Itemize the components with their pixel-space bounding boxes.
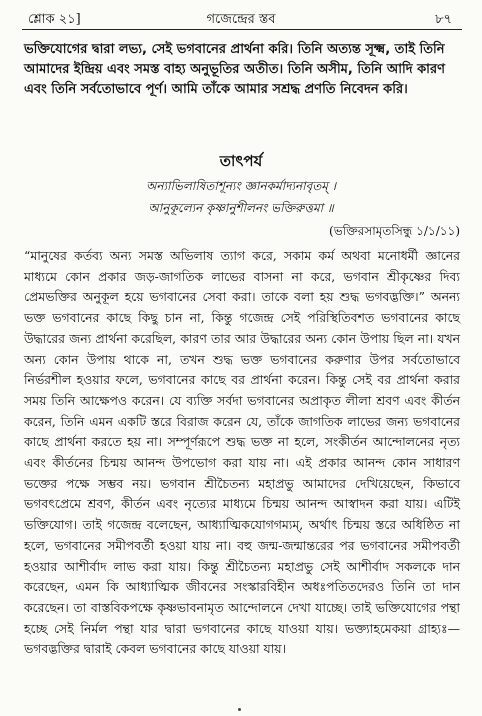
header-rule — [22, 29, 462, 30]
running-header — [0, 8, 482, 30]
purport-text: “মানুষের কর্তব্য অন্য সমস্ত অভিলাষ ত্যাগ করে, সকাম কর্ম অথবা মনোধর্মী জ্ঞানের মাধ্যমে কোন প্রকার জড়-জাগতিক লাভের বাসনা না করে, ভগবান শ্রীকৃষ্ণের দিব্য প্রেমভক্তির অনুকূল হয়ে ভগবানের সেবা করা। তাকে বলা হয় শুদ্ধ ভগবদ্ভক্তি।” অনন্য ভক্ত ভগবানের কাছে কিছু চান না, কিন্তু গজেন্দ্র সেই পরিস্থিতিবশত ভগবানের কাছে উদ্ধারের জন্য প্রার্থনা করেছিল, কারণ তার আর উদ্ধারের অন্য কোন উপায় ছিল না। যখন অন্য কোন উপায় থাকে না, তখন শুদ্ধ ভক্ত ভগবানের করুণার উপর সর্বতোভাবে নির্ভরশীল হওয়ার ফলে, ভগবানের কাছে বর প্রার্থনা করেন। কিন্তু সেই বর প্রার্থনা করার সময় তিনি আক্ষেপও করেন। যে ব্যক্তি সর্বদা ভগবানের অপ্রাকৃত লীলা শ্রবণ এবং কীর্তন করেন, তিনি এমন একটি স্তরে বিরাজ করেন যে, তাঁকে জাগতিক লাভের জন্য ভগবানের কাছে প্রার্থনা করতে হয় না। সম্পূর্ণরূপে শুদ্ধ ভক্ত না হলে, সংকীর্তন আন্দোলনের নৃত্য এবং কীর্তনের চিন্ময় আনন্দ উপভোগ করা যায় না। এই প্রকার আনন্দ কোন সাধারণ ভক্তের পক্ষে সম্ভব নয়। ভগবান শ্রীচৈতন্য মহাপ্রভু আমাদের দেখিয়েছেন, কিভাবে ভগবৎপ্রেমে শ্রবণ, কীর্তন এবং নৃত্যের মাধ্যমে চিন্ময় আনন্দ আস্বাদন করা যায়। এটিই ভক্তিযোগ। তাই গজেন্দ্র বলেছেন, আধ্যাত্মিকযোগগম্যম্, অর্থাৎ চিন্ময় স্তরে অধিষ্ঠিত না হলে, ভগবানের সমীপবর্তী হওয়া যায় না। বহু জন্ম-জন্মান্তরের পর ভগবানের সমীপবর্তী হওয়ার আশীর্বাদ লাভ করা যায়। কিন্তু শ্রীচৈতন্য মহাপ্রভু সেই আশীর্বাদ সকলকে দান করেছেন, এমন কি আধ্যাত্মিক জীবনের সংস্কারবিহীন অধঃপতিতদেরও তিনি তা দান করেছেন। তা বাস্তবিকপক্ষে কৃষ্ণভাবনামৃত আন্দোলনে দেখা যাচ্ছে। তাই ভক্তিযোগের পন্থা হচ্ছে সেই নির্মল পন্থা যার দ্বারা ভগবানের কাছে যাওয়া যায়। ভক্ত্যাহমেকয়া গ্রাহ্যঃ—ভগবদ্ভক্তির দ্বারাই কেবল ভগবানের কাছে যাওয়া যায়। — [24, 248, 460, 657]
quote-reference: (ভক্তিরসামৃতসিন্ধু ১/১/১১) — [329, 224, 460, 238]
translation-text: ভক্তিযোগের দ্বারা লভ্য, সেই ভগবানের প্রার্থনা করি। তিনি অত্যন্ত সূক্ষ্ম, তাই তিনি আমাদের ইন্দ্রিয় এবং সমস্ত বাহ্য অনুভূতির অতীত। তিনি অসীম, তিনি আদি কারণ এবং তিনি সর্বতোভাবে পূর্ণ। আমি তাঁকে আমার সশ্রদ্ধ প্রণতি নিবেদন করি। — [24, 42, 445, 97]
verse-number: শ্লোক ২১] — [28, 12, 81, 27]
quote-line-2: আনুকূল্যেন কৃষ্ণানুশীলনং ভক্তিরুত্তমা ॥ — [148, 201, 334, 215]
purport-heading: তাৎপর্য — [219, 152, 263, 170]
quote-line-1: অন্যাভিলাষিতাশূন্যং জ্ঞানকর্মাদ্যনাবৃতম্ । — [145, 179, 337, 193]
chapter-title: গজেন্দ্রের স্তব — [206, 12, 276, 27]
page-mark — [238, 708, 241, 711]
page-number: ৮৭ — [435, 12, 452, 27]
